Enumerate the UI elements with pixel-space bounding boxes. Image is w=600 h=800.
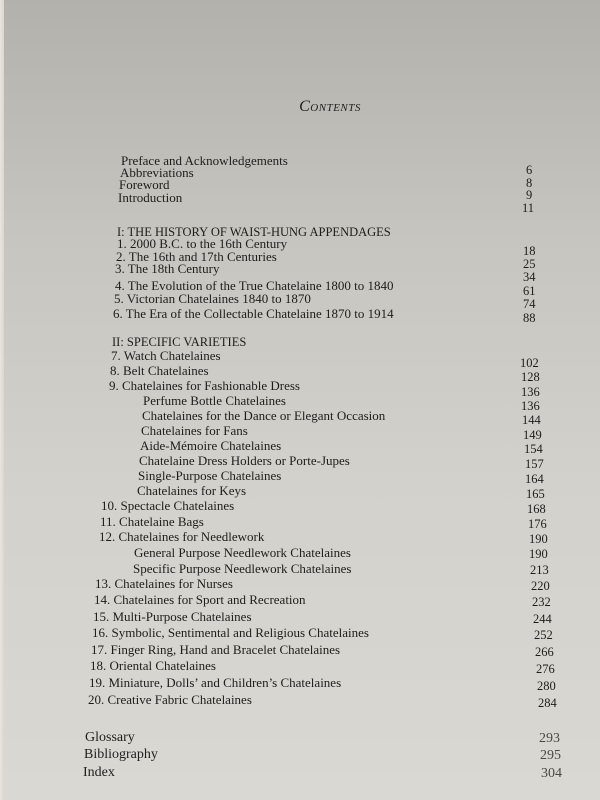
toc-entry-page: 128	[521, 370, 540, 384]
toc-entry-label: 2. The 16th and 17th Centuries	[116, 249, 277, 264]
toc-entry-label: 7. Watch Chatelaines	[111, 348, 221, 363]
toc-entry-page: 136	[521, 385, 540, 399]
toc-entry-label: 4. The Evolution of the True Chatelaine 1800 to 1840	[115, 278, 394, 293]
section-heading: II: SPECIFIC VARIETIES	[112, 335, 247, 349]
toc-entry-label: Preface and Acknowledgements	[121, 153, 288, 168]
toc-entry-label: Abbreviations	[120, 165, 194, 180]
toc-entry-page: 6	[526, 163, 533, 177]
toc-entry-label: 12. Chatelaines for Needlework	[99, 529, 265, 544]
section-heading: I: THE HISTORY OF WAIST-HUNG APPENDAGES	[117, 225, 391, 239]
toc-entry-label: 17. Finger Ring, Hand and Bracelet Chatelaines	[91, 642, 341, 657]
toc-entry-page: 88	[523, 311, 536, 325]
toc-entry-page: 8	[526, 176, 533, 190]
toc-entry-page: 9	[526, 188, 533, 202]
toc-entry-page: 276	[536, 662, 555, 676]
toc-entry-label: 6. The Era of the Collectable Chatelaine 1870 to 1914	[113, 306, 394, 321]
toc-subentry-label: Single-Purpose Chatelaines	[138, 468, 282, 483]
toc-subentry-label: Chatelaines for the Dance or Elegant Occasion	[142, 408, 386, 423]
toc-entry-page: 11	[522, 201, 535, 215]
toc-entry-page: 25	[523, 257, 536, 271]
toc-entry-page: 295	[540, 748, 561, 763]
toc-entry-page: 74	[523, 297, 536, 311]
toc-subentry-label: Chatelaines for Keys	[137, 483, 247, 498]
toc-entry-page: 220	[531, 579, 550, 593]
page-title: Contents	[299, 98, 361, 115]
toc-entry-page: 149	[523, 428, 542, 442]
toc-entry-page: 136	[521, 399, 540, 413]
toc-entry-page: 213	[530, 563, 549, 577]
toc-entry-page: 252	[534, 628, 553, 642]
toc-entry-page: 304	[541, 766, 562, 781]
toc-entry-page: 34	[523, 270, 536, 284]
toc-entry-label: Foreword	[119, 177, 170, 192]
toc-entry-page: 176	[528, 517, 547, 531]
toc-entry-page: 266	[535, 645, 554, 659]
toc-entry-label: Glossary	[85, 730, 135, 745]
toc-subentry-label: Aide-Mémoire Chatelaines	[140, 438, 282, 453]
toc-subentry-label: General Purpose Needlework Chatelaines	[134, 545, 351, 560]
toc-subentry-label: Chatelaine Dress Holders or Porte-Jupes	[139, 453, 350, 468]
toc-subentry-label: Specific Purpose Needlework Chatelaines	[133, 561, 352, 576]
toc-entry-label: 14. Chatelaines for Sport and Recreation	[94, 592, 306, 607]
toc-entry-label: 8. Belt Chatelaines	[110, 363, 209, 378]
toc-entry-label: 3. The 18th Century	[115, 261, 220, 276]
toc-subentry-label: Chatelaines for Fans	[141, 423, 248, 438]
toc-entry-page: 168	[527, 502, 546, 516]
toc-entry-label: 20. Creative Fabric Chatelaines	[88, 692, 252, 707]
toc-entry-page: 61	[523, 284, 536, 298]
toc-entry-page: 164	[525, 472, 544, 486]
toc-entry-page: 154	[524, 442, 543, 456]
toc-entry-page: 284	[538, 696, 557, 710]
toc-entry-label: 10. Spectacle Chatelaines	[101, 498, 235, 513]
toc-entry-page: 18	[523, 244, 536, 258]
toc-subentry-label: Perfume Bottle Chatelaines	[143, 393, 286, 408]
toc-entry-page: 244	[533, 612, 552, 626]
toc-entry-label: 13. Chatelaines for Nurses	[95, 576, 233, 591]
toc-entry-label: Introduction	[118, 190, 183, 205]
toc-entry-label: Index	[83, 765, 115, 780]
toc-entry-label: 5. Victorian Chatelaines 1840 to 1870	[114, 291, 311, 306]
toc-entry-label: 11. Chatelaine Bags	[100, 514, 204, 529]
toc-entry-page: 190	[529, 532, 548, 546]
toc-entry-page: 144	[522, 413, 541, 427]
toc-entry-label: 1. 2000 B.C. to the 16th Century	[117, 236, 288, 251]
toc-entry-page: 157	[525, 457, 544, 471]
toc-entry-label: 9. Chatelaines for Fashionable Dress	[109, 378, 300, 393]
toc-entry-page: 190	[529, 547, 548, 561]
toc-entry-page: 102	[520, 356, 539, 370]
toc-entry-label: 19. Miniature, Dolls’ and Children’s Chatelaines	[89, 675, 342, 690]
toc-entry-page: 293	[539, 731, 560, 746]
toc-entry-label: Bibliography	[84, 747, 158, 762]
toc-entry-page: 280	[537, 679, 556, 693]
toc-entry-label: 18. Oriental Chatelaines	[90, 658, 216, 673]
toc-entry-label: 15. Multi-Purpose Chatelaines	[93, 609, 252, 624]
toc-entry-page: 165	[526, 487, 545, 501]
toc-entry-label: 16. Symbolic, Sentimental and Religious Chatelaines	[92, 625, 369, 640]
toc-entry-page: 232	[532, 595, 551, 609]
